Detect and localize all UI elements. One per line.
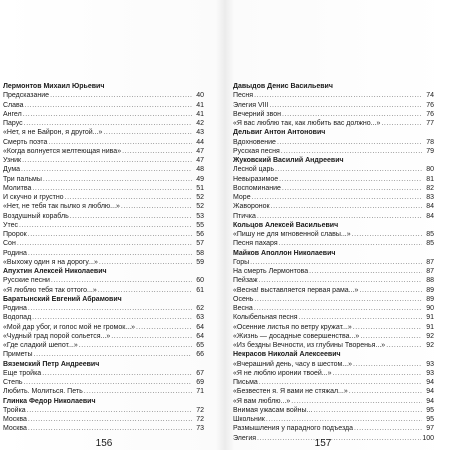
right-page-contents <box>233 82 434 443</box>
dot-leader <box>277 138 422 147</box>
entry-page-number: 85 <box>426 231 434 238</box>
dot-leader <box>281 147 422 156</box>
toc-entry <box>233 212 434 221</box>
entry-page-number: 57 <box>196 240 204 248</box>
dot-leader <box>48 138 192 147</box>
entry-title: «Вчерашний день, часу в шестом...» <box>233 360 352 368</box>
entry-page-number: 80 <box>426 166 434 174</box>
entry-title: Родина <box>3 249 27 257</box>
toc-entry <box>3 101 204 110</box>
dot-leader <box>98 286 192 295</box>
entry-page-number: 97 <box>426 425 434 433</box>
dot-leader <box>70 212 192 221</box>
dot-leader <box>259 378 422 387</box>
entry-title: «Я вам люблю...» <box>233 397 291 405</box>
toc-entry <box>3 341 204 350</box>
toc-entry <box>3 415 204 424</box>
dot-leader <box>122 147 192 156</box>
toc-entry <box>233 202 434 211</box>
entry-title: Горы <box>233 258 250 266</box>
entry-title: Дума <box>3 166 21 174</box>
entry-title: «Я не люблю иронии твоей...» <box>233 369 332 377</box>
entry-page-number: 82 <box>426 184 434 192</box>
dot-leader <box>360 332 422 341</box>
toc-entry <box>3 239 204 248</box>
dot-leader <box>24 378 192 387</box>
entry-page-number: 79 <box>426 147 434 155</box>
dot-leader <box>252 193 422 202</box>
entry-page-number: 62 <box>196 305 204 312</box>
toc-entry <box>3 156 204 165</box>
entry-page-number: 71 <box>196 388 204 396</box>
toc-entry <box>3 350 204 359</box>
toc-entry <box>3 91 204 100</box>
entry-page-number: 64 <box>196 332 204 340</box>
dot-leader <box>381 119 422 128</box>
dot-leader <box>27 406 192 415</box>
toc-entry <box>3 193 204 202</box>
entry-title: «Нет, не тебя так пылко я люблю...» <box>3 203 120 211</box>
dot-leader <box>254 295 422 304</box>
toc-entry <box>233 119 434 128</box>
entry-title: «Когда волнуется желтеющая нива» <box>3 147 122 155</box>
entry-title: Колыбельная песня <box>233 314 298 322</box>
toc-entry <box>233 193 434 202</box>
toc-entry <box>233 387 434 396</box>
toc-entry <box>233 378 434 387</box>
entry-page-number: 73 <box>196 425 204 433</box>
toc-entry <box>233 313 434 322</box>
dot-leader <box>34 350 192 359</box>
dot-leader <box>43 175 192 184</box>
toc-entry <box>3 323 204 332</box>
entry-title: Сон <box>3 240 16 248</box>
entry-title: Песня <box>233 92 254 100</box>
entry-page-number: 78 <box>426 138 434 146</box>
entry-page-number: 65 <box>196 342 204 349</box>
toc-entry <box>3 313 204 322</box>
toc-entry <box>3 212 204 221</box>
entry-title: «Чудный град порой сольется...» <box>3 332 111 340</box>
entry-page-number: 87 <box>426 268 434 275</box>
entry-title: Песня пахаря <box>233 240 278 248</box>
entry-title: Жаворонок <box>233 203 270 211</box>
entry-title: Приметы <box>3 351 33 359</box>
toc-entry <box>233 184 434 193</box>
toc-entry <box>3 165 204 174</box>
entry-title: «Где сладкий шепот...» <box>3 342 78 349</box>
dot-leader <box>269 101 422 110</box>
dot-leader <box>28 415 192 424</box>
entry-title: Молитва <box>3 184 32 192</box>
author-name: Баратынский Евгений Абрамович <box>3 295 122 303</box>
author-name: Глинка Федор Николаевич <box>3 397 96 405</box>
author-name: Некрасов Николай Алексеевич <box>233 351 341 359</box>
entry-title: Парус <box>3 120 23 127</box>
toc-entry <box>3 175 204 184</box>
author-heading <box>3 82 204 91</box>
entry-page-number: 89 <box>426 295 434 303</box>
toc-entry <box>3 332 204 341</box>
toc-entry <box>233 101 434 110</box>
toc-entry <box>233 323 434 332</box>
entry-title: «Я вас люблю так, как любить вас должно...» <box>233 120 381 127</box>
entry-page-number: 56 <box>196 231 204 238</box>
entry-title: Москва <box>3 416 27 423</box>
author-heading <box>3 267 204 276</box>
dot-leader <box>51 276 192 285</box>
entry-title: Слава <box>3 101 24 109</box>
toc-entry <box>233 239 434 248</box>
dot-leader <box>28 249 192 258</box>
entry-page-number: 91 <box>426 314 434 322</box>
dot-leader <box>17 239 192 248</box>
dot-leader <box>291 397 422 406</box>
author-name: Жуковский Василий Андреевич <box>233 157 344 164</box>
dot-leader <box>279 175 422 184</box>
dot-leader <box>352 230 422 239</box>
toc-entry <box>233 332 434 341</box>
entry-page-number: 49 <box>196 175 204 183</box>
entry-title: Водопад <box>3 314 32 322</box>
toc-entry <box>3 387 204 396</box>
entry-page-number: 72 <box>196 406 204 414</box>
dot-leader <box>299 313 422 322</box>
entry-title: Степь <box>3 379 23 386</box>
entry-title: «Мой дар убог, и голос мой не громок...» <box>3 323 136 331</box>
entry-title: Вдохновение <box>233 138 276 146</box>
entry-title: Предсказание <box>3 92 50 100</box>
entry-page-number: 61 <box>196 286 204 294</box>
dot-leader <box>333 369 422 378</box>
toc-entry <box>3 304 204 313</box>
entry-page-number: 77 <box>426 120 434 127</box>
entry-page-number: 94 <box>426 397 434 405</box>
toc-entry <box>233 341 434 350</box>
entry-title: Весна <box>233 305 253 312</box>
toc-entry <box>233 110 434 119</box>
dot-leader <box>32 184 192 193</box>
entry-page-number: 94 <box>426 379 434 386</box>
dot-leader <box>359 286 422 295</box>
author-name: Лермонтов Михаил Юрьевич <box>3 83 105 90</box>
toc-entry <box>3 110 204 119</box>
author-heading <box>233 128 434 137</box>
entry-page-number: 100 <box>422 434 434 442</box>
toc-entry <box>233 286 434 295</box>
entry-title: Родина <box>3 305 27 312</box>
toc-entry <box>3 230 204 239</box>
entry-title: «Я люблю тебя так оттого...» <box>3 286 97 294</box>
entry-page-number: 87 <box>426 258 434 266</box>
toc-entry <box>233 165 434 174</box>
entry-title: Три пальмы <box>3 175 42 183</box>
entry-page-number: 72 <box>196 416 204 423</box>
toc-entry <box>3 202 204 211</box>
entry-page-number: 47 <box>196 157 204 164</box>
toc-entry <box>3 138 204 147</box>
toc-entry <box>233 397 434 406</box>
entry-page-number: 41 <box>196 101 204 109</box>
entry-title: Птичка <box>233 212 256 220</box>
toc-entry <box>233 276 434 285</box>
dot-leader <box>275 165 422 174</box>
dot-leader <box>19 221 192 230</box>
dot-leader <box>353 323 422 332</box>
dot-leader <box>254 91 422 100</box>
author-name: Давыдов Денис Васильевич <box>233 83 333 90</box>
dot-leader <box>279 239 422 248</box>
author-heading <box>233 221 434 230</box>
entry-title: Осень <box>233 295 254 303</box>
dot-leader <box>309 267 422 276</box>
dot-leader <box>313 406 422 415</box>
entry-title: Невыразимое <box>233 175 279 183</box>
toc-entry <box>233 230 434 239</box>
toc-entry <box>3 258 204 267</box>
author-heading <box>3 295 204 304</box>
entry-title: Еще тройка <box>3 369 42 377</box>
toc-entry <box>233 415 434 424</box>
entry-page-number: 60 <box>196 277 204 285</box>
entry-page-number: 44 <box>196 138 204 146</box>
entry-title: Смерть поэта <box>3 138 48 146</box>
toc-entry <box>3 184 204 193</box>
entry-title: Элегия <box>233 434 257 442</box>
entry-page-number: 92 <box>426 332 434 340</box>
toc-entry <box>233 91 434 100</box>
dot-leader <box>121 202 192 211</box>
entry-page-number: 91 <box>426 323 434 331</box>
right-page-number: 157 <box>314 438 332 449</box>
author-heading <box>3 397 204 406</box>
entry-title: «Выхожу один я на дорогу...» <box>3 258 98 266</box>
entry-title: «Безвестен я. Я вами не стяжал...» <box>233 388 348 396</box>
entry-title: Пейзаж <box>233 277 258 285</box>
entry-page-number: 94 <box>426 388 434 396</box>
dot-leader <box>65 193 192 202</box>
toc-entry <box>3 221 204 230</box>
toc-entry <box>233 258 434 267</box>
entry-title: Русская песня <box>233 147 280 155</box>
entry-title: На смерть Лермонтова <box>233 268 309 275</box>
entry-title: Размышления у парадного подъезда <box>233 425 354 433</box>
entry-page-number: 76 <box>426 110 434 118</box>
entry-page-number: 53 <box>196 212 204 220</box>
entry-page-number: 89 <box>426 286 434 294</box>
entry-title: Воспоминание <box>233 184 281 192</box>
author-name: Апухтин Алексей Николаевич <box>3 268 107 275</box>
entry-title: Пророк <box>3 231 27 238</box>
dot-leader <box>99 258 192 267</box>
toc-entry <box>3 369 204 378</box>
entry-page-number: 58 <box>196 249 204 257</box>
toc-entry <box>3 378 204 387</box>
author-heading <box>233 156 434 165</box>
author-name: Вяземский Петр Андреевич <box>3 360 100 368</box>
entry-page-number: 51 <box>196 184 204 192</box>
toc-entry <box>233 304 434 313</box>
toc-entry <box>233 369 434 378</box>
entry-page-number: 95 <box>426 416 434 423</box>
author-name: Майков Аполлон Николаевич <box>233 249 336 257</box>
dot-leader <box>250 258 422 267</box>
entry-page-number: 69 <box>196 379 204 386</box>
toc-entry <box>233 295 434 304</box>
entry-page-number: 47 <box>196 147 204 155</box>
entry-title: Любить. Молиться. Петь <box>3 388 83 396</box>
entry-title: Внимая ужасам войны... <box>233 406 313 414</box>
entry-title: Море <box>233 194 251 201</box>
left-page-number: 156 <box>95 438 113 449</box>
toc-entry <box>3 424 204 433</box>
dot-leader <box>254 304 422 313</box>
toc-entry <box>3 276 204 285</box>
entry-page-number: 84 <box>426 212 434 220</box>
dot-leader <box>266 415 422 424</box>
entry-page-number: 76 <box>426 101 434 109</box>
dot-leader <box>282 184 422 193</box>
toc-entry <box>233 147 434 156</box>
entry-page-number: 83 <box>426 194 434 201</box>
toc-entry <box>233 175 434 184</box>
entry-title: «Из бездны Вечности, из глубины Творенья...» <box>233 342 386 349</box>
entry-page-number: 95 <box>426 406 434 414</box>
author-heading <box>233 249 434 258</box>
entry-title: Москва <box>3 425 27 433</box>
entry-page-number: 59 <box>196 258 204 266</box>
entry-title: Ангел <box>3 110 22 118</box>
entry-title: «Пишу не для мгновенной славы...» <box>233 231 351 238</box>
entry-page-number: 84 <box>426 203 434 211</box>
entry-page-number: 63 <box>196 314 204 322</box>
dot-leader <box>28 424 192 433</box>
toc-entry <box>233 138 434 147</box>
toc-entry <box>3 147 204 156</box>
entry-page-number: 48 <box>196 166 204 174</box>
entry-title: Лесной царь <box>233 166 275 174</box>
entry-page-number: 74 <box>426 92 434 100</box>
dot-leader <box>259 276 422 285</box>
entry-page-number: 66 <box>196 351 204 359</box>
toc-entry <box>233 406 434 415</box>
entry-title: Воздушный корабль <box>3 212 69 220</box>
entry-title: «Весна! выставляется первая рама...» <box>233 286 359 294</box>
toc-entry <box>233 267 434 276</box>
toc-entry <box>233 360 434 369</box>
toc-entry <box>3 128 204 137</box>
dot-leader <box>349 387 422 396</box>
dot-leader <box>28 304 192 313</box>
dot-leader <box>353 360 422 369</box>
author-heading <box>233 350 434 359</box>
entry-page-number: 81 <box>426 175 434 183</box>
entry-title: «Жизнь — досадные совершенства...» <box>233 332 360 340</box>
dot-leader <box>25 101 192 110</box>
entry-page-number: 55 <box>196 221 204 229</box>
entry-title: «Осенние листья по ветру кружат...» <box>233 323 352 331</box>
entry-title: Вечерний звон <box>233 110 282 118</box>
dot-leader <box>50 91 192 100</box>
entry-title: И скучно и грустно <box>3 194 64 201</box>
toc-entry <box>3 406 204 415</box>
entry-page-number: 43 <box>196 129 204 137</box>
author-heading <box>233 82 434 91</box>
entry-title: Элегия VIII <box>233 101 269 109</box>
author-heading <box>3 360 204 369</box>
entry-title: Русские песни <box>3 277 50 285</box>
dot-leader <box>257 212 422 221</box>
dot-leader <box>136 323 192 332</box>
dot-leader <box>21 165 192 174</box>
entry-page-number: 90 <box>426 305 434 312</box>
dot-leader <box>42 369 192 378</box>
toc-entry <box>233 424 434 433</box>
toc-entry <box>3 249 204 258</box>
dot-leader <box>354 424 422 433</box>
entry-page-number: 42 <box>196 120 204 127</box>
entry-page-number: 67 <box>196 369 204 377</box>
entry-page-number: 85 <box>426 240 434 248</box>
dot-leader <box>23 110 192 119</box>
dot-leader <box>111 332 192 341</box>
entry-page-number: 64 <box>196 323 204 331</box>
toc-entry <box>3 119 204 128</box>
entry-title: Узник <box>3 157 22 164</box>
dot-leader <box>103 128 192 137</box>
entry-page-number: 93 <box>426 369 434 377</box>
entry-page-number: 41 <box>196 110 204 118</box>
toc-entry <box>3 286 204 295</box>
dot-leader <box>28 230 192 239</box>
entry-title: «Нет, я не Байрон, я другой...» <box>3 129 103 137</box>
dot-leader <box>22 156 192 165</box>
dot-leader <box>79 341 192 350</box>
dot-leader <box>271 202 422 211</box>
dot-leader <box>386 341 422 350</box>
author-name: Кольцов Алексей Васильевич <box>233 221 339 229</box>
entry-title: Школьник <box>233 416 265 423</box>
entry-page-number: 93 <box>426 360 434 368</box>
dot-leader <box>282 110 422 119</box>
dot-leader <box>84 387 192 396</box>
left-page-contents <box>3 82 204 434</box>
entry-page-number: 92 <box>426 342 434 349</box>
entry-title: Тройка <box>3 406 26 414</box>
entry-title: Утес <box>3 221 18 229</box>
author-name: Дельвиг Антон Антонович <box>233 129 326 137</box>
dot-leader <box>24 119 192 128</box>
entry-page-number: 52 <box>196 194 204 201</box>
entry-page-number: 40 <box>196 92 204 100</box>
entry-page-number: 88 <box>426 277 434 285</box>
entry-page-number: 52 <box>196 203 204 211</box>
dot-leader <box>32 313 192 322</box>
entry-title: Письма <box>233 379 258 386</box>
